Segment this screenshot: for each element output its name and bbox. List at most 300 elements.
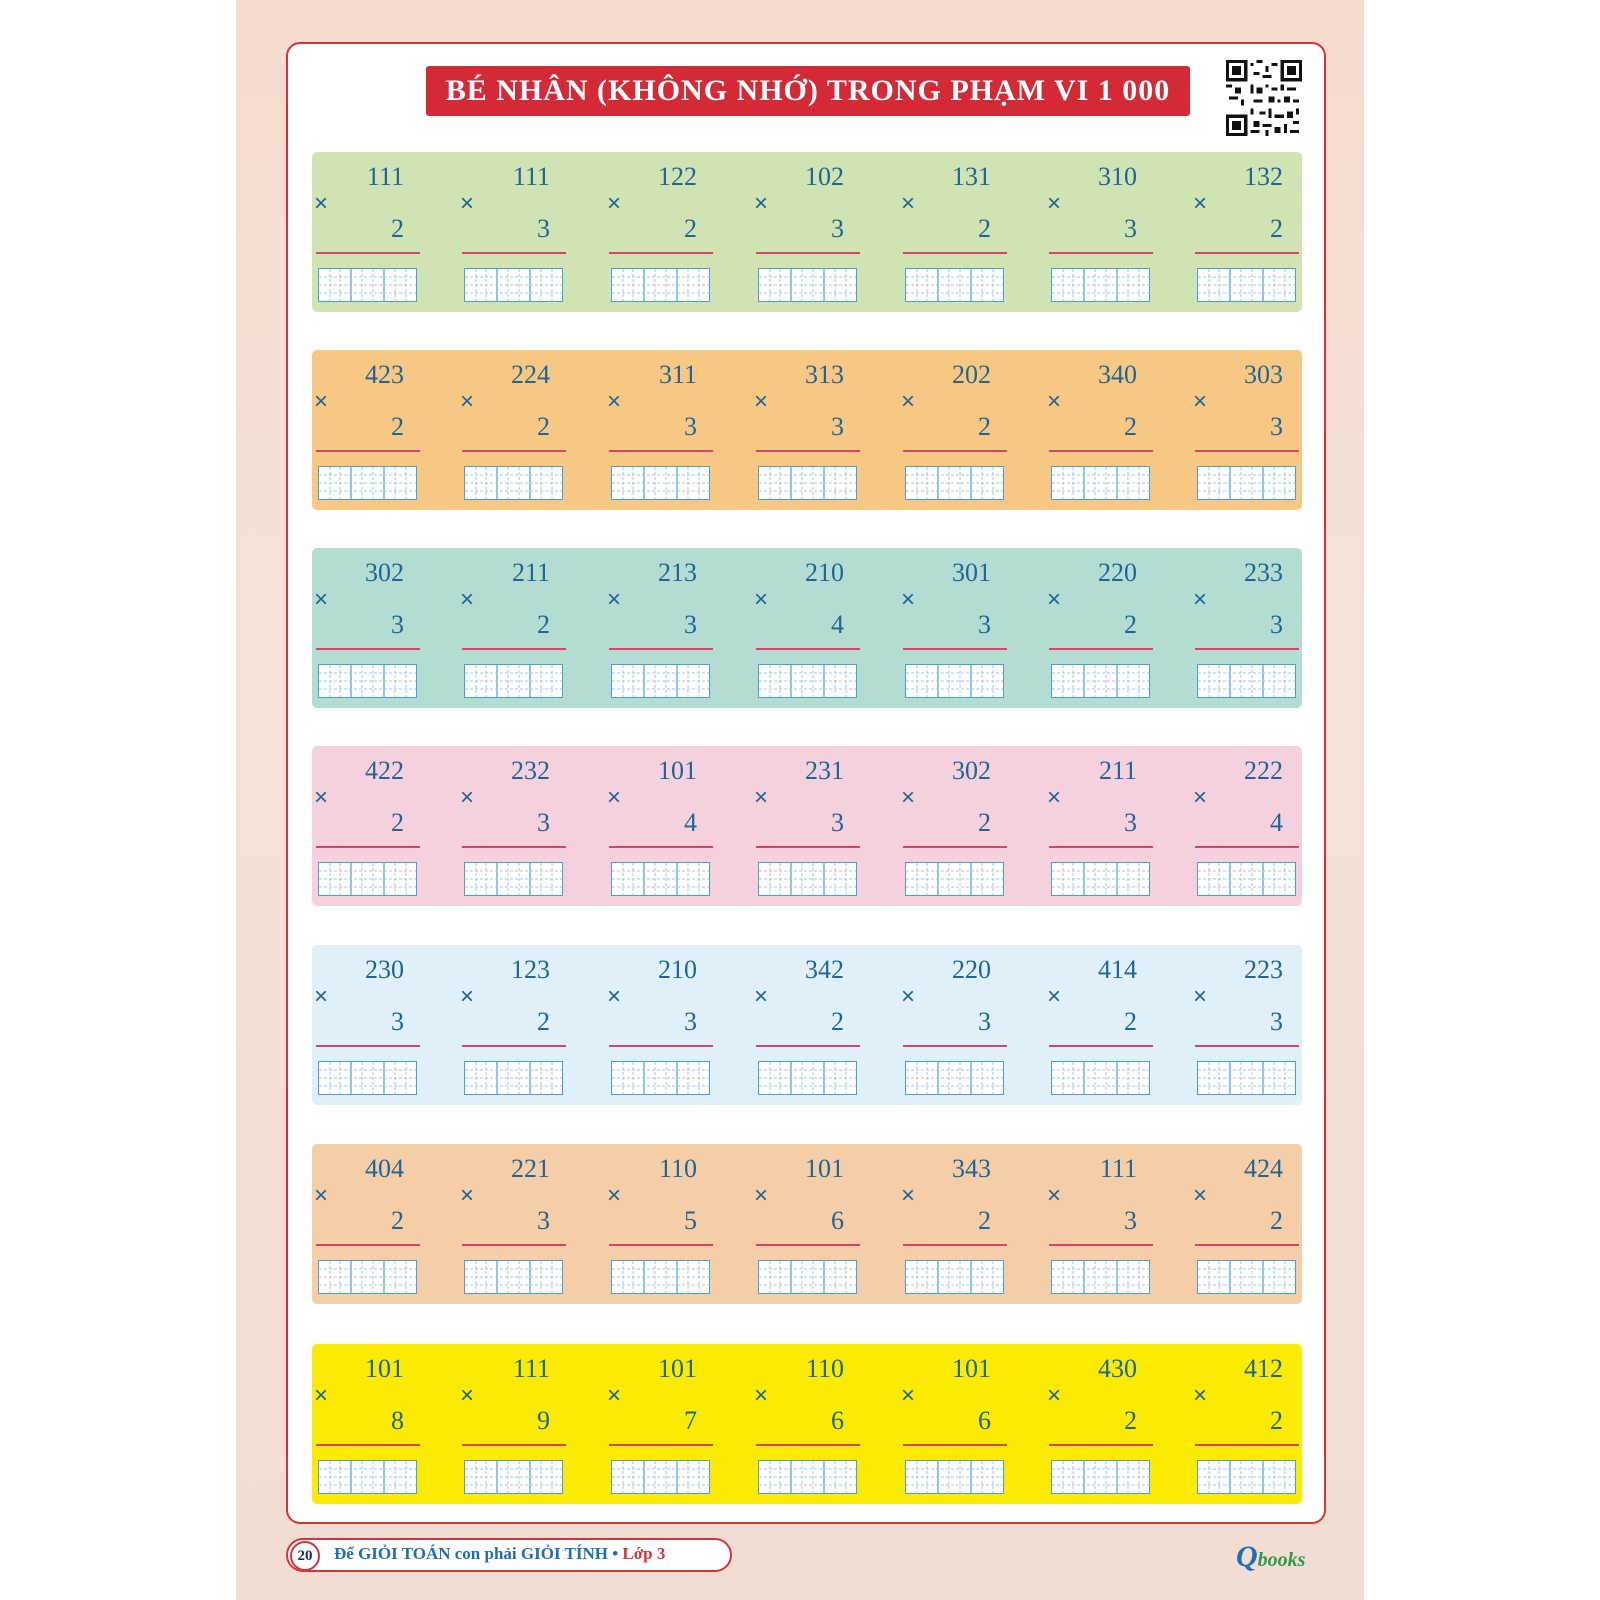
- result-line: [609, 252, 713, 254]
- multiplication-problem: [312, 152, 422, 312]
- multiplier: 2: [537, 610, 550, 639]
- answer-box[interactable]: [318, 1460, 417, 1494]
- multiplier: 4: [1270, 808, 1283, 837]
- multiplicand: 340: [1098, 360, 1137, 389]
- multiplicand: 423: [365, 360, 404, 389]
- multiplier: 3: [831, 412, 844, 441]
- times-sign: ×: [1193, 1382, 1208, 1409]
- answer-box[interactable]: [611, 466, 710, 500]
- result-line: [316, 648, 420, 650]
- logo-letter: Q: [1236, 1540, 1258, 1573]
- answer-box[interactable]: [611, 268, 710, 302]
- problem-row: [312, 152, 1302, 312]
- times-sign: ×: [1047, 1182, 1062, 1209]
- answer-box[interactable]: [1051, 862, 1150, 896]
- multiplication-problem: [1191, 350, 1301, 510]
- multiplication-problem: [605, 152, 715, 312]
- multiplicand: 211: [1098, 756, 1137, 785]
- multiplication-problem: [899, 1144, 1009, 1304]
- multiplicand: 412: [1244, 1354, 1283, 1383]
- answer-box[interactable]: [611, 862, 710, 896]
- answer-box[interactable]: [758, 1260, 857, 1294]
- answer-grid-lines: [612, 467, 709, 499]
- multiplier: 3: [1270, 412, 1283, 441]
- times-sign: ×: [754, 388, 769, 415]
- answer-box[interactable]: [905, 1260, 1004, 1294]
- multiplier: 2: [391, 1206, 404, 1235]
- answer-grid-lines: [465, 1062, 562, 1094]
- result-line: [609, 1045, 713, 1047]
- multiplier: 3: [537, 214, 550, 243]
- problem-row: [312, 350, 1302, 510]
- multiplication-problem: [605, 548, 715, 708]
- answer-grid-lines: [759, 1261, 856, 1293]
- multiplication-problem: [752, 548, 862, 708]
- times-sign: ×: [754, 784, 769, 811]
- answer-box[interactable]: [464, 1260, 563, 1294]
- multiplication-problem: [1045, 746, 1155, 906]
- multiplication-problem: [899, 746, 1009, 906]
- publisher-logo: [1236, 1540, 1305, 1574]
- result-line: [316, 1045, 420, 1047]
- multiplicand: 101: [952, 1354, 991, 1383]
- answer-grid-lines: [1198, 1261, 1295, 1293]
- multiplicand: 213: [658, 558, 697, 587]
- result-line: [462, 252, 566, 254]
- answer-grid-lines: [319, 269, 416, 301]
- times-sign: ×: [754, 1182, 769, 1209]
- answer-box[interactable]: [464, 1061, 563, 1095]
- result-line: [316, 450, 420, 452]
- times-sign: ×: [460, 1182, 475, 1209]
- times-sign: ×: [607, 1182, 622, 1209]
- times-sign: ×: [754, 1382, 769, 1409]
- times-sign: ×: [901, 983, 916, 1010]
- answer-box[interactable]: [1197, 1061, 1296, 1095]
- answer-box[interactable]: [318, 862, 417, 896]
- answer-box[interactable]: [758, 862, 857, 896]
- times-sign: ×: [901, 190, 916, 217]
- multiplication-problem: [899, 548, 1009, 708]
- result-line: [462, 450, 566, 452]
- multiplication-problem: [458, 350, 568, 510]
- multiplication-problem: [605, 746, 715, 906]
- result-line: [1195, 252, 1299, 254]
- multiplicand: 101: [658, 1354, 697, 1383]
- result-line: [462, 846, 566, 848]
- times-sign: ×: [754, 586, 769, 613]
- answer-grid-lines: [319, 1261, 416, 1293]
- result-line: [609, 846, 713, 848]
- answer-grid-lines: [1052, 1062, 1149, 1094]
- multiplier: 2: [391, 808, 404, 837]
- multiplicand: 111: [512, 162, 550, 191]
- multiplicand: 302: [952, 756, 991, 785]
- times-sign: ×: [1193, 586, 1208, 613]
- multiplier: 2: [1124, 610, 1137, 639]
- result-line: [756, 252, 860, 254]
- result-line: [903, 252, 1007, 254]
- answer-box[interactable]: [318, 664, 417, 698]
- times-sign: ×: [1047, 1382, 1062, 1409]
- answer-box[interactable]: [1051, 664, 1150, 698]
- answer-box[interactable]: [758, 1460, 857, 1494]
- multiplier: 2: [831, 1007, 844, 1036]
- multiplicand: 111: [512, 1354, 550, 1383]
- multiplicand: 233: [1244, 558, 1283, 587]
- answer-grid-lines: [612, 665, 709, 697]
- multiplier: 7: [684, 1406, 697, 1435]
- multiplicand: 220: [1098, 558, 1137, 587]
- multiplication-problem: [312, 350, 422, 510]
- answer-grid-lines: [759, 863, 856, 895]
- multiplicand: 404: [365, 1154, 404, 1183]
- times-sign: ×: [460, 983, 475, 1010]
- times-sign: ×: [314, 190, 329, 217]
- result-line: [756, 450, 860, 452]
- multiplication-problem: [752, 152, 862, 312]
- multiplicand: 222: [1244, 756, 1283, 785]
- multiplier: 6: [831, 1206, 844, 1235]
- multiplication-problem: [312, 945, 422, 1105]
- multiplicand: 221: [511, 1154, 550, 1183]
- times-sign: ×: [1047, 586, 1062, 613]
- answer-grid-lines: [906, 467, 1003, 499]
- answer-grid-lines: [1052, 1461, 1149, 1493]
- multiplier: 2: [978, 214, 991, 243]
- answer-grid-lines: [1198, 863, 1295, 895]
- answer-box[interactable]: [905, 466, 1004, 500]
- result-line: [316, 1444, 420, 1446]
- multiplier: 3: [537, 808, 550, 837]
- multiplicand: 301: [952, 558, 991, 587]
- multiplier: 2: [1270, 214, 1283, 243]
- multiplier: 4: [831, 610, 844, 639]
- result-line: [903, 648, 1007, 650]
- result-line: [1049, 1244, 1153, 1246]
- times-sign: ×: [314, 1382, 329, 1409]
- multiplicand: 230: [365, 955, 404, 984]
- multiplication-problem: [1045, 548, 1155, 708]
- answer-box[interactable]: [1051, 1460, 1150, 1494]
- answer-box[interactable]: [758, 268, 857, 302]
- multiplier: 6: [831, 1406, 844, 1435]
- answer-box[interactable]: [1197, 466, 1296, 500]
- times-sign: ×: [460, 784, 475, 811]
- answer-box[interactable]: [318, 268, 417, 302]
- multiplicand: 424: [1244, 1154, 1283, 1183]
- multiplier: 2: [1270, 1206, 1283, 1235]
- multiplication-problem: [899, 1344, 1009, 1504]
- multiplication-problem: [899, 152, 1009, 312]
- multiplicand: 111: [366, 162, 404, 191]
- qr-code-icon: [1226, 60, 1302, 136]
- problem-row: [312, 1344, 1302, 1504]
- multiplication-problem: [1191, 945, 1301, 1105]
- problem-row: [312, 945, 1302, 1105]
- answer-box[interactable]: [464, 466, 563, 500]
- result-line: [1195, 450, 1299, 452]
- answer-box[interactable]: [758, 466, 857, 500]
- multiplication-problem: [752, 945, 862, 1105]
- answer-grid-lines: [906, 863, 1003, 895]
- answer-box[interactable]: [905, 1061, 1004, 1095]
- multiplier: 5: [684, 1206, 697, 1235]
- result-line: [1049, 846, 1153, 848]
- multiplier: 3: [684, 1007, 697, 1036]
- result-line: [316, 1244, 420, 1246]
- multiplier: 2: [537, 1007, 550, 1036]
- multiplication-problem: [1191, 152, 1301, 312]
- multiplicand: 101: [658, 756, 697, 785]
- multiplication-problem: [1045, 945, 1155, 1105]
- result-line: [1195, 846, 1299, 848]
- answer-box[interactable]: [1197, 664, 1296, 698]
- answer-grid-lines: [465, 1261, 562, 1293]
- answer-grid-lines: [319, 863, 416, 895]
- answer-grid-lines: [759, 467, 856, 499]
- answer-box[interactable]: [1051, 1260, 1150, 1294]
- answer-box[interactable]: [1197, 1460, 1296, 1494]
- multiplicand: 110: [658, 1154, 697, 1183]
- times-sign: ×: [1047, 190, 1062, 217]
- times-sign: ×: [901, 1382, 916, 1409]
- multiplicand: 224: [511, 360, 550, 389]
- answer-grid-lines: [1198, 1461, 1295, 1493]
- footer-separator: •: [607, 1544, 623, 1563]
- multiplier: 3: [391, 1007, 404, 1036]
- multiplier: 3: [537, 1206, 550, 1235]
- answer-grid-lines: [465, 1461, 562, 1493]
- result-line: [1195, 1444, 1299, 1446]
- multiplication-problem: [458, 746, 568, 906]
- multiplicand: 123: [511, 955, 550, 984]
- answer-grid-lines: [319, 1461, 416, 1493]
- multiplicand: 311: [658, 360, 697, 389]
- multiplicand: 343: [952, 1154, 991, 1183]
- logo-text: books: [1257, 1549, 1306, 1571]
- result-line: [903, 450, 1007, 452]
- multiplier: 9: [537, 1406, 550, 1435]
- answer-grid-lines: [1052, 863, 1149, 895]
- answer-box[interactable]: [464, 664, 563, 698]
- answer-box[interactable]: [905, 664, 1004, 698]
- multiplicand: 122: [658, 162, 697, 191]
- answer-box[interactable]: [464, 862, 563, 896]
- answer-box[interactable]: [611, 1260, 710, 1294]
- result-line: [462, 1045, 566, 1047]
- times-sign: ×: [901, 1182, 916, 1209]
- answer-box[interactable]: [318, 1061, 417, 1095]
- times-sign: ×: [460, 388, 475, 415]
- times-sign: ×: [901, 784, 916, 811]
- multiplicand: 231: [805, 756, 844, 785]
- answer-box[interactable]: [611, 1061, 710, 1095]
- result-line: [1195, 648, 1299, 650]
- answer-grid-lines: [906, 1062, 1003, 1094]
- answer-box[interactable]: [1051, 1061, 1150, 1095]
- answer-box[interactable]: [1197, 1260, 1296, 1294]
- multiplication-problem: [312, 1144, 422, 1304]
- times-sign: ×: [607, 190, 622, 217]
- multiplier: 3: [391, 610, 404, 639]
- times-sign: ×: [1047, 784, 1062, 811]
- problem-row: [312, 548, 1302, 708]
- multiplication-problem: [605, 1344, 715, 1504]
- times-sign: ×: [1047, 983, 1062, 1010]
- times-sign: ×: [1193, 1182, 1208, 1209]
- multiplicand: 110: [805, 1354, 844, 1383]
- multiplier: 4: [684, 808, 697, 837]
- answer-grid-lines: [759, 665, 856, 697]
- result-line: [316, 846, 420, 848]
- multiplication-problem: [752, 1344, 862, 1504]
- answer-grid-lines: [319, 467, 416, 499]
- answer-grid-lines: [1198, 467, 1295, 499]
- answer-grid-lines: [1052, 269, 1149, 301]
- multiplication-problem: [899, 945, 1009, 1105]
- answer-grid-lines: [759, 1062, 856, 1094]
- multiplier: 2: [978, 1206, 991, 1235]
- multiplicand: 102: [805, 162, 844, 191]
- answer-box[interactable]: [1197, 268, 1296, 302]
- answer-grid-lines: [612, 1261, 709, 1293]
- times-sign: ×: [460, 190, 475, 217]
- times-sign: ×: [1193, 983, 1208, 1010]
- result-line: [1195, 1244, 1299, 1246]
- multiplication-problem: [1191, 548, 1301, 708]
- answer-box[interactable]: [464, 268, 563, 302]
- answer-box[interactable]: [905, 862, 1004, 896]
- multiplier: 3: [831, 808, 844, 837]
- multiplier: 3: [684, 610, 697, 639]
- multiplicand: 430: [1098, 1354, 1137, 1383]
- answer-grid-lines: [612, 1461, 709, 1493]
- times-sign: ×: [1047, 388, 1062, 415]
- multiplicand: 131: [952, 162, 991, 191]
- result-line: [462, 648, 566, 650]
- multiplicand: 101: [365, 1354, 404, 1383]
- answer-box[interactable]: [758, 1061, 857, 1095]
- answer-box[interactable]: [905, 268, 1004, 302]
- answer-grid-lines: [319, 1062, 416, 1094]
- multiplication-problem: [458, 945, 568, 1105]
- multiplicand: 310: [1098, 162, 1137, 191]
- multiplicand: 101: [805, 1154, 844, 1183]
- answer-grid-lines: [1198, 269, 1295, 301]
- multiplier: 3: [978, 610, 991, 639]
- result-line: [903, 1444, 1007, 1446]
- answer-grid-lines: [1052, 467, 1149, 499]
- multiplier: 3: [831, 214, 844, 243]
- answer-grid-lines: [612, 863, 709, 895]
- multiplier: 2: [537, 412, 550, 441]
- answer-grid-lines: [612, 1062, 709, 1094]
- multiplier: 2: [1124, 1406, 1137, 1435]
- answer-grid-lines: [1198, 1062, 1295, 1094]
- answer-grid-lines: [906, 665, 1003, 697]
- result-line: [1195, 1045, 1299, 1047]
- result-line: [1049, 252, 1153, 254]
- book-title-main: Để GIỎI TOÁN con phải GIỎI TÍNH: [334, 1544, 608, 1563]
- answer-box[interactable]: [318, 466, 417, 500]
- answer-box[interactable]: [1051, 466, 1150, 500]
- times-sign: ×: [314, 784, 329, 811]
- multiplicand: 313: [805, 360, 844, 389]
- times-sign: ×: [1193, 388, 1208, 415]
- multiplicand: 232: [511, 756, 550, 785]
- times-sign: ×: [607, 983, 622, 1010]
- grade-label: Lớp 3: [622, 1544, 666, 1563]
- times-sign: ×: [460, 586, 475, 613]
- answer-box[interactable]: [318, 1260, 417, 1294]
- result-line: [903, 1045, 1007, 1047]
- answer-grid-lines: [759, 269, 856, 301]
- multiplicand: 414: [1098, 955, 1137, 984]
- result-line: [316, 252, 420, 254]
- result-line: [1049, 648, 1153, 650]
- answer-grid-lines: [906, 1461, 1003, 1493]
- times-sign: ×: [901, 586, 916, 613]
- answer-box[interactable]: [1051, 268, 1150, 302]
- multiplication-problem: [1045, 152, 1155, 312]
- answer-box[interactable]: [905, 1460, 1004, 1494]
- multiplication-problem: [312, 1344, 422, 1504]
- multiplier: 3: [1270, 610, 1283, 639]
- times-sign: ×: [1193, 190, 1208, 217]
- multiplication-problem: [752, 1144, 862, 1304]
- times-sign: ×: [1193, 784, 1208, 811]
- title-banner: [426, 66, 1190, 116]
- times-sign: ×: [314, 983, 329, 1010]
- result-line: [903, 1244, 1007, 1246]
- multiplier: 2: [391, 412, 404, 441]
- page-number: 20: [290, 1541, 320, 1571]
- answer-grid-lines: [1052, 1261, 1149, 1293]
- result-line: [756, 1444, 860, 1446]
- multiplicand: 210: [658, 955, 697, 984]
- multiplication-problem: [605, 1144, 715, 1304]
- multiplication-problem: [458, 1144, 568, 1304]
- answer-box[interactable]: [611, 1460, 710, 1494]
- multiplier: 2: [1124, 412, 1137, 441]
- multiplication-problem: [899, 350, 1009, 510]
- answer-grid-lines: [1198, 665, 1295, 697]
- multiplier: 2: [684, 214, 697, 243]
- answer-box[interactable]: [758, 664, 857, 698]
- result-line: [609, 1244, 713, 1246]
- result-line: [1049, 1045, 1153, 1047]
- answer-grid-lines: [759, 1461, 856, 1493]
- multiplication-problem: [605, 350, 715, 510]
- multiplication-problem: [752, 746, 862, 906]
- times-sign: ×: [607, 1382, 622, 1409]
- result-line: [756, 1244, 860, 1246]
- answer-grid-lines: [465, 863, 562, 895]
- page-title: BÉ NHÂN (KHÔNG NHỚ) TRONG PHẠM VI 1 000: [445, 74, 1171, 107]
- result-line: [609, 1444, 713, 1446]
- answer-box[interactable]: [464, 1460, 563, 1494]
- answer-box[interactable]: [1197, 862, 1296, 896]
- result-line: [462, 1244, 566, 1246]
- multiplicand: 211: [511, 558, 550, 587]
- answer-box[interactable]: [611, 664, 710, 698]
- result-line: [903, 846, 1007, 848]
- result-line: [756, 648, 860, 650]
- multiplication-problem: [458, 1344, 568, 1504]
- answer-grid-lines: [465, 467, 562, 499]
- answer-grid-lines: [465, 269, 562, 301]
